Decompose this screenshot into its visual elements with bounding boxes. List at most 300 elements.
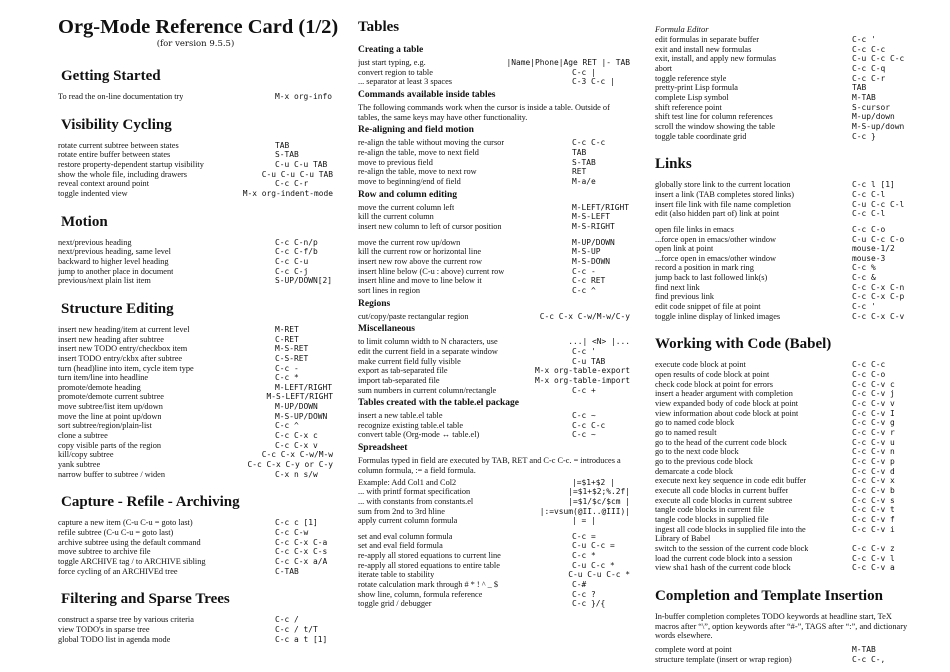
shortcut-row: [58, 567, 333, 577]
shortcut-key: C-c ^: [572, 285, 596, 295]
shortcut-description: move the current column left: [358, 202, 455, 212]
shortcut-description: set and eval column formula: [358, 531, 453, 541]
shortcut-row: [655, 283, 910, 293]
shortcut-key: C-c C-v l: [852, 553, 895, 563]
subsection-realign: Re-aligning and field motion: [358, 125, 474, 136]
shortcut-description: scroll the window showing the table: [655, 121, 776, 131]
shortcut-row: [58, 392, 333, 402]
shortcut-description: pretty-print Lisp formula: [655, 83, 738, 93]
shortcut-row: [358, 580, 630, 590]
shortcut-row: [358, 376, 630, 386]
shortcut-description: edit (also hidden part of) link at point: [655, 209, 780, 219]
shortcut-row: [655, 380, 910, 390]
shortcut-row: [58, 189, 333, 199]
shortcut-description: promote/demote heading: [58, 382, 141, 392]
section-title-getting-started: Getting Started: [61, 68, 161, 84]
shortcut-description: find previous link: [655, 292, 714, 302]
shortcut-key: C-c C-x C-v: [852, 311, 905, 321]
shortcut-description: kill the current row or horizontal line: [358, 247, 482, 257]
shortcut-row: [655, 496, 910, 506]
shortcut-row: [655, 54, 910, 64]
shortcut-key: C-c C-u: [275, 256, 309, 266]
shortcut-row: [358, 386, 630, 396]
shortcut-row: [655, 132, 910, 142]
column-3: [655, 0, 910, 664]
shortcut-key: C-c a t [1]: [275, 634, 328, 644]
shortcut-key: C-c ?: [572, 589, 596, 599]
shortcut-key: M-RET: [275, 324, 299, 334]
shortcut-description: export as tab-separated file: [358, 366, 448, 376]
shortcut-row: [358, 347, 630, 357]
row-column-list-a: [358, 203, 630, 232]
shortcut-description: refile subtree (C-u C-u = goto last): [58, 528, 174, 538]
shortcut-row: [358, 551, 630, 561]
shortcut-key: C-u C-c C-l: [852, 199, 905, 209]
shortcut-description: clone a subtree: [58, 431, 108, 441]
shortcut-description: iterate table to stability: [358, 570, 435, 580]
shortcut-key: |=$1+$2;%.2f|: [568, 487, 630, 497]
shortcut-description: kill the current column: [358, 212, 434, 222]
shortcut-key: C-c C-v r: [852, 428, 895, 437]
shortcut-key: M-UP/DOWN: [572, 237, 615, 247]
shortcut-key: C-c C-v x: [852, 476, 895, 486]
shortcut-key: C-c C-x C-y or C-y: [247, 460, 333, 470]
completion-list: [655, 645, 910, 664]
shortcut-row: [358, 561, 630, 571]
shortcut-description: sum from 2nd to 3rd hline: [358, 506, 445, 516]
shortcut-description: construct a sparse tree by various criteria: [58, 615, 194, 625]
subsection-commands-inside: Commands available inside tables: [358, 89, 496, 100]
shortcut-key: TAB: [275, 140, 290, 150]
subsection-row-column: Row and column editing: [358, 189, 457, 200]
shortcut-description: switch to the session of the current code block: [655, 543, 809, 553]
shortcut-row: [358, 238, 630, 248]
spreadsheet-list-b: [358, 532, 630, 609]
shortcut-description: re-align the table without moving the cursor: [358, 138, 505, 148]
shortcut-description: complete Lisp symbol: [655, 92, 729, 102]
shortcut-row: [358, 203, 630, 213]
shortcut-description: show line, column, formula reference: [358, 589, 483, 599]
shortcut-description: ... with printf format specification: [358, 487, 471, 497]
shortcut-key: C-c C-x C-w/M-w/C-y: [539, 311, 630, 321]
shortcut-description: narrow buffer to subtree / widen: [58, 469, 165, 479]
shortcut-description: edit the current field in a separate window: [358, 346, 498, 356]
shortcut-row: [58, 373, 333, 383]
shortcut-row: [58, 179, 333, 189]
subsection-formula-editor: Formula Editor: [655, 24, 709, 34]
section-title-babel: Working with Code (Babel): [655, 336, 832, 353]
version-subtitle: (for version 9.5.5): [156, 39, 235, 49]
shortcut-key: M-TAB: [852, 644, 876, 654]
shortcut-key: C-c C-x C-p: [852, 292, 905, 302]
shortcut-description: archive subtree using the default command: [58, 537, 201, 547]
babel-list: [655, 360, 910, 572]
shortcut-row: [58, 557, 333, 567]
shortcut-key: C-c C-x a/A: [275, 557, 328, 566]
shortcut-description: recognize existing table.el table: [358, 420, 464, 430]
shortcut-description: toggle reference style: [655, 73, 727, 83]
shortcut-key: |=$1/$c/$cm |: [568, 496, 630, 506]
shortcut-key: C-c C-x C-s: [275, 547, 328, 557]
shortcut-description: sort subtree/region/plain-list: [58, 421, 152, 431]
shortcut-row: [655, 292, 910, 302]
shortcut-key: C-c }: [852, 131, 876, 141]
shortcut-description: insert new TODO entry/checkbox item: [58, 344, 188, 354]
shortcut-row: [358, 312, 630, 322]
shortcut-row: [655, 544, 910, 554]
shortcut-description: execute all code blocks in current subtree: [655, 495, 793, 505]
shortcut-row: [655, 505, 910, 515]
shortcut-description: edit code snippet of file at point: [655, 302, 761, 312]
shortcut-key: C-c /: [275, 615, 299, 625]
shortcut-key: TAB: [572, 148, 587, 158]
shortcut-row: [655, 370, 910, 380]
shortcut-description: edit formulas in separate buffer: [655, 35, 759, 44]
shortcut-row: [358, 411, 630, 421]
shortcut-description: backward to higher level heading: [58, 256, 169, 266]
shortcut-key: C-c C-o: [852, 224, 886, 234]
section-title-visibility: Visibility Cycling: [61, 116, 172, 133]
shortcut-description: re-apply all stored equations to entire table: [358, 560, 500, 570]
shortcut-row: [655, 263, 910, 273]
shortcut-description: reveal context around point: [58, 179, 150, 189]
shortcut-row: [58, 325, 333, 335]
shortcut-description: move to beginning/end of field: [358, 177, 461, 186]
shortcut-description: turn item/line into headline: [58, 373, 149, 383]
shortcut-key: C-c C-v u: [852, 437, 895, 447]
shortcut-key: C-c C-j: [275, 266, 309, 276]
shortcut-key: M-S-RET: [275, 344, 309, 354]
shortcut-row: [655, 209, 910, 219]
shortcut-description: ingest all code blocks in supplied file into the: [655, 524, 806, 534]
shortcut-description: toggle grid / debugger: [358, 599, 432, 609]
shortcut-key: C-c C-l: [852, 209, 886, 219]
shortcut-key: C-u C-c C-c: [852, 54, 905, 64]
shortcut-row: [58, 141, 333, 151]
spreadsheet-list-a: [358, 478, 630, 526]
section-title-tables: Tables: [358, 19, 400, 35]
shortcut-row: [655, 534, 910, 544]
shortcut-key: C-c C-x C-a: [275, 537, 328, 547]
shortcut-row: [58, 354, 333, 364]
shortcut-description: view information about code block at point: [655, 408, 799, 418]
shortcut-row: [358, 222, 630, 232]
section-title-motion: Motion: [61, 213, 108, 230]
shortcut-description: record a position in mark ring: [655, 263, 754, 273]
shortcut-key: M-TAB: [852, 92, 876, 102]
shortcut-description: move subtree/list item up/down: [58, 402, 163, 412]
shortcut-description: ...force open in emacs/other window: [655, 234, 776, 244]
shortcut-key: C-c ': [852, 302, 876, 312]
shortcut-key: C-c }/{: [572, 599, 606, 609]
shortcut-row: [358, 507, 630, 517]
shortcut-description: go to the previous code block: [655, 456, 753, 466]
subsection-table-el: Tables created with the table.el package: [358, 398, 519, 409]
shortcut-key: M-S-up/down: [852, 121, 905, 131]
shortcut-row: [58, 335, 333, 345]
shortcut-key: C-c |: [572, 67, 596, 77]
shortcut-row: [58, 615, 333, 625]
shortcut-key: C-c C-v v: [852, 399, 895, 409]
shortcut-key: S-cursor: [852, 102, 891, 112]
shortcut-row: [655, 74, 910, 84]
shortcut-row: [655, 457, 910, 467]
shortcut-key: C-c *: [275, 373, 299, 383]
shortcut-key: |Name|Phone|Age RET |- TAB: [506, 58, 630, 67]
shortcut-description: rotate calculation mark through # * ! ^ _ $: [358, 580, 499, 590]
shortcut-description: complete word at point: [655, 644, 732, 654]
shortcut-key: C-c C-x c: [275, 431, 318, 441]
shortcut-key: C-c C-v f: [852, 514, 895, 524]
section-title-capture: Capture - Refile - Archiving: [61, 494, 240, 511]
shortcut-row: [655, 122, 910, 132]
shortcut-description: sort lines in region: [358, 285, 420, 295]
shortcut-row: [58, 267, 333, 277]
shortcut-key: M-up/down: [852, 112, 895, 122]
shortcut-row: [58, 402, 333, 412]
row-column-list-b: [358, 238, 630, 296]
shortcut-key: M-S-UP/DOWN: [275, 411, 328, 421]
shortcut-row: [655, 235, 910, 245]
regions-list: [358, 312, 630, 322]
shortcut-description: toggle ARCHIVE tag / to ARCHIVE sibling: [58, 557, 206, 566]
shortcut-key: |:=vsum(@II..@III)|: [539, 506, 630, 516]
shortcut-row: [358, 570, 630, 580]
shortcut-description: move the line at point up/down: [58, 411, 162, 421]
shortcut-row: [58, 441, 333, 451]
shortcut-key: M-LEFT/RIGHT: [275, 382, 333, 392]
shortcut-row: [358, 158, 630, 168]
shortcut-description: To read the on-line documentation try: [58, 92, 184, 101]
shortcut-description: load the current code block into a session: [655, 553, 793, 563]
getting-started-list: [58, 92, 333, 102]
shortcut-description: insert a new table.el table: [358, 411, 443, 421]
shortcut-row: [58, 518, 333, 528]
shortcut-key: C-c C-v z: [852, 543, 895, 553]
shortcut-description: find next link: [655, 282, 700, 292]
shortcut-key: C-c C-v i: [852, 524, 895, 534]
shortcut-row: [358, 138, 630, 148]
shortcut-description: convert region to table: [358, 67, 433, 77]
shortcut-key: C-c / t/T: [275, 624, 318, 634]
shortcut-description: just start typing, e.g.: [358, 58, 426, 67]
shortcut-row: [358, 532, 630, 542]
shortcut-key: C-c C-q: [852, 63, 886, 73]
shortcut-row: [655, 418, 910, 428]
shortcut-description: force cycling of an ARCHIVEd tree: [58, 566, 178, 576]
shortcut-description: view expanded body of code block at point: [655, 399, 799, 409]
shortcut-key: M-S-LEFT: [572, 212, 611, 222]
shortcut-row: [58, 412, 333, 422]
shortcut-description: copy visible parts of the region: [58, 440, 161, 450]
shortcut-row: [655, 244, 910, 254]
shortcut-row: [655, 312, 910, 322]
shortcut-description: move subtree to archive file: [58, 547, 151, 557]
section-title-sparse: Filtering and Sparse Trees: [61, 591, 230, 608]
shortcut-description: structure template (insert or wrap region): [655, 654, 792, 664]
shortcut-description: insert hline and move to line below it: [358, 276, 482, 286]
shortcut-description: execute next key sequence in code edit buffer: [655, 476, 807, 486]
shortcut-key: C-c %: [852, 263, 876, 273]
shortcut-description: yank subtree: [58, 460, 101, 470]
shortcut-description: insert new heading after subtree: [58, 334, 164, 344]
shortcut-row: [58, 92, 333, 102]
shortcut-key: C-c C-w: [275, 528, 309, 538]
shortcut-key: C-c ~: [572, 411, 596, 421]
shortcut-key: S-UP/DOWN[2]: [275, 276, 333, 286]
shortcut-row: [655, 112, 910, 122]
shortcut-description: global TODO list in agenda mode: [58, 634, 171, 644]
subsection-creating-table: Creating a table: [358, 45, 424, 55]
shortcut-description: next/previous heading, same level: [58, 247, 171, 257]
shortcut-description: turn (head)line into item, cycle item type: [58, 363, 194, 373]
shortcut-row: [358, 590, 630, 600]
shortcut-row: [655, 93, 910, 103]
shortcut-key: C-c C-v j: [852, 389, 895, 399]
links-list-b: [655, 225, 910, 322]
shortcut-key: M-x org-info: [275, 92, 333, 101]
shortcut-key: C-u C-c C-o: [852, 234, 905, 244]
shortcut-description: move the current row up/down: [358, 237, 461, 247]
shortcut-row: [655, 389, 910, 399]
shortcut-row: [655, 467, 910, 477]
shortcut-description: demarcate a code block: [655, 466, 734, 476]
shortcut-key: C-u C-c *: [572, 560, 615, 570]
shortcut-row: [655, 225, 910, 235]
shortcut-row: [358, 148, 630, 158]
shortcut-row: [358, 286, 630, 296]
shortcut-key: M-UP/DOWN: [275, 402, 318, 412]
shortcut-key: C-c &: [852, 273, 876, 283]
shortcut-description: restore property-dependent startup visibility: [58, 159, 204, 169]
shortcut-key: M-x org-table-export: [534, 366, 630, 376]
shortcut-row: [358, 487, 630, 497]
shortcut-description: re-align the table, move to next row: [358, 167, 477, 177]
shortcut-description: shift test line for column references: [655, 112, 773, 122]
completion-text: In-buffer completion completes TODO keywords at headline start, TeX macros after “\”, option keywords after “#-”, TAGS after “:”, and dictionary words elsewhere.: [655, 611, 908, 641]
shortcut-description: apply current column formula: [358, 516, 458, 526]
shortcut-description: ... separator at least 3 spaces: [358, 77, 452, 87]
shortcut-row: [655, 360, 910, 370]
shortcut-description: open link at point: [655, 244, 714, 254]
shortcut-key: C-c C-c: [852, 360, 886, 370]
shortcut-description: open file links in emacs: [655, 224, 734, 234]
sparse-list: [58, 615, 333, 644]
table-el-list: [358, 411, 630, 440]
shortcut-description: sum numbers in current column/rectangle: [358, 385, 497, 395]
shortcut-row: [655, 200, 910, 210]
shortcut-description: shift reference point: [655, 102, 722, 112]
shortcut-description: view sha1 hash of the current code block: [655, 563, 791, 573]
shortcut-row: [358, 177, 630, 187]
shortcut-row: [655, 83, 910, 93]
capture-list: [58, 518, 333, 576]
shortcut-row: [358, 58, 630, 68]
shortcut-description: jump back to last followed link(s): [655, 273, 768, 283]
shortcut-key: C-c C-c: [572, 420, 606, 430]
shortcut-key: C-c C-,: [852, 654, 886, 664]
shortcut-row: [58, 383, 333, 393]
subsection-misc: Miscellaneous: [358, 324, 415, 335]
section-title-completion: Completion and Template Insertion: [655, 587, 883, 604]
shortcut-key: C-c C-v s: [852, 495, 895, 505]
shortcut-key: C-c =: [572, 531, 596, 541]
shortcut-key: mouse-3: [852, 253, 886, 263]
shortcut-row: [58, 257, 333, 267]
shortcut-key: C-u C-u C-u TAB: [261, 169, 333, 179]
shortcut-description: tangle code blocks in current file: [655, 505, 764, 515]
shortcut-description: tangle code blocks in supplied file: [655, 514, 769, 524]
shortcut-row: [58, 431, 333, 441]
shortcut-key: C-#: [572, 580, 587, 590]
column-2: [358, 0, 630, 609]
shortcut-description: insert new column to left of cursor position: [358, 221, 502, 231]
shortcut-key: C-c C-l: [852, 189, 886, 199]
shortcut-row: [58, 538, 333, 548]
shortcut-description: Example: Add Col1 and Col2: [358, 477, 457, 487]
shortcut-row: [655, 438, 910, 448]
shortcut-key: M-S-RIGHT: [572, 221, 615, 231]
shortcut-description: exit, install, and apply new formulas: [655, 54, 776, 64]
shortcut-key: C-TAB: [275, 566, 299, 576]
shortcut-key: S-TAB: [572, 157, 596, 167]
shortcut-key: C-3 C-c |: [572, 77, 615, 87]
shortcut-row: [58, 276, 333, 286]
shortcut-key: C-c ^: [275, 421, 299, 431]
shortcut-key: C-u C-u C-c *: [568, 570, 630, 580]
shortcut-key: RET: [572, 167, 587, 177]
shortcut-description: check code block at point for errors: [655, 379, 773, 389]
shortcut-key: C-S-RET: [275, 353, 309, 363]
shortcut-key: C-c C-r: [852, 73, 886, 83]
shortcut-key: C-c C-v g: [852, 418, 895, 428]
shortcut-description: go to named result: [655, 428, 717, 437]
shortcut-description: go to the next code block: [655, 447, 739, 457]
shortcut-description: convert table (Org-mode ↔ table.el): [358, 430, 480, 440]
shortcut-description: ... with constants from constants.el: [358, 496, 474, 506]
shortcut-description: cut/copy/paste rectangular region: [358, 311, 469, 321]
shortcut-row: [358, 68, 630, 78]
shortcut-key: |=$1+$2 |: [572, 477, 615, 487]
shortcut-description: next/previous heading: [58, 237, 132, 247]
subsection-spreadsheet: Spreadsheet: [358, 443, 408, 454]
shortcut-row: [358, 247, 630, 257]
shortcut-row: [655, 655, 910, 665]
shortcut-key: M-S-DOWN: [572, 256, 611, 266]
realign-list: [358, 138, 630, 186]
shortcut-row: [358, 478, 630, 488]
shortcut-key: C-c C-v c: [852, 379, 895, 389]
shortcut-row: [358, 421, 630, 431]
shortcut-key: C-u C-c =: [572, 541, 615, 551]
shortcut-key: C-c C-x C-w/M-w: [261, 450, 333, 460]
shortcut-row: [58, 247, 333, 257]
shortcut-key: C-c RET: [572, 276, 606, 286]
shortcut-description: globally store link to the current location: [655, 180, 791, 190]
shortcut-key: C-c C-c: [572, 138, 606, 148]
shortcut-key: C-c c [1]: [275, 518, 318, 528]
shortcut-key: C-c C-f/b: [275, 247, 318, 257]
shortcut-row: [358, 516, 630, 526]
shortcut-row: [58, 160, 333, 170]
shortcut-description: insert file link with file name completion: [655, 199, 791, 209]
shortcut-row: [58, 450, 333, 460]
shortcut-row: [655, 273, 910, 283]
shortcut-row: [358, 357, 630, 367]
shortcut-row: [655, 645, 910, 655]
column-1: [58, 0, 339, 644]
shortcut-row: [655, 563, 910, 573]
